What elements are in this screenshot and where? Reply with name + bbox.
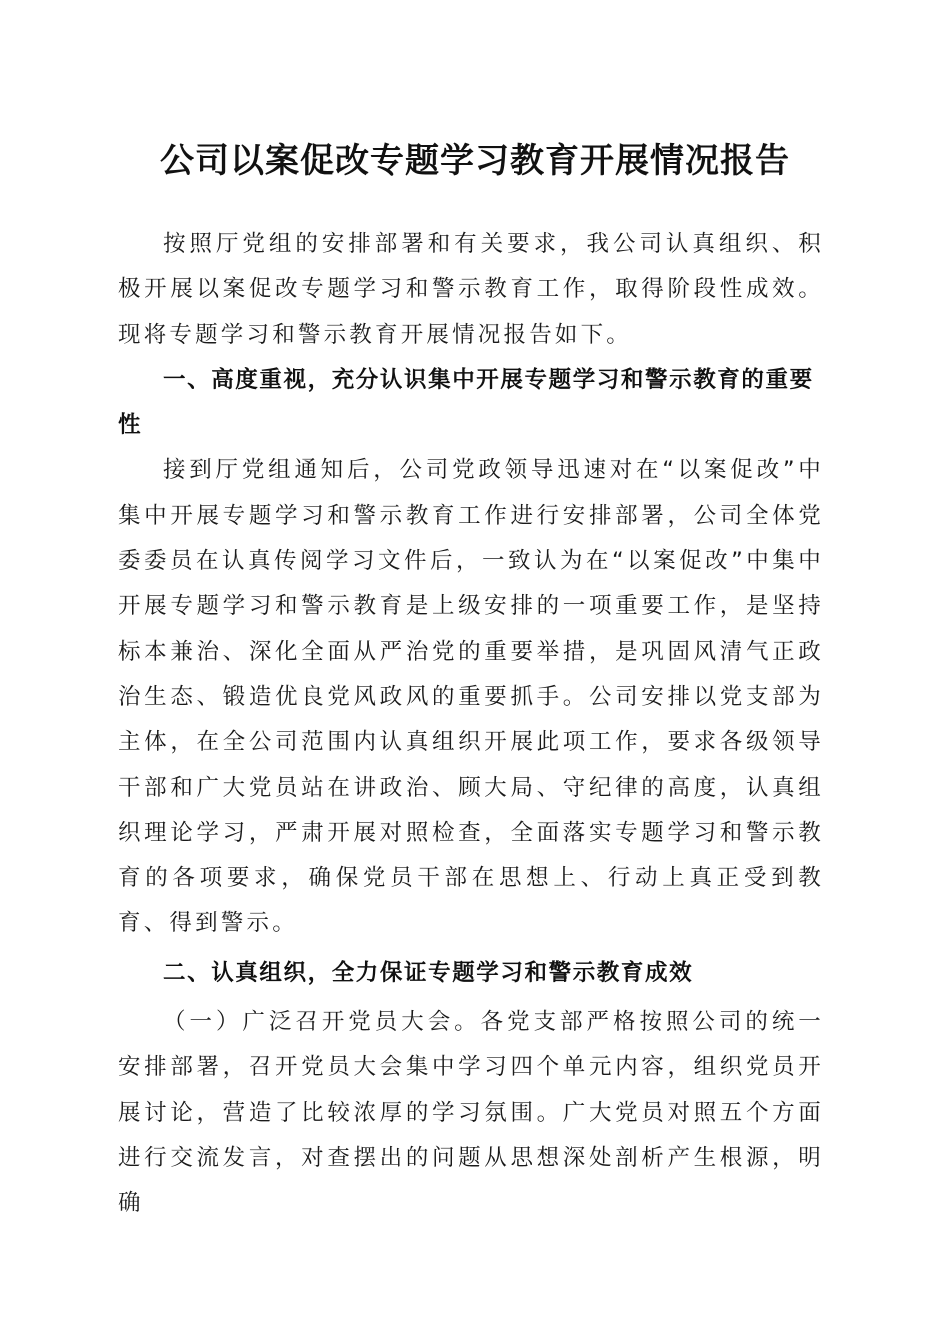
document-body (118, 222, 824, 1227)
intro-paragraph: 按照厅党组的安排部署和有关要求，我公司认真组织、积极开展以案促改专题学习和警示教育工作，取得阶段性成效。现将专题学习和警示教育开展情况报告如下。 (118, 231, 824, 348)
section-1-paragraph: 接到厅党组通知后，公司党政领导迅速对在“以案促改”中集中开展专题学习和警示教育工作进行安排部署，公司全体党委委员在认真传阅学习文件后，一致认为在“以案促改”中集中开展专题学习和警示教育是上级安排的一项重要工作，是坚持标本兼治、深化全面从严治党的重要举措，是巩固风清气正政治生态、锻造优良党风政风的重要抓手。公司安排以党支部为主体，在全公司范围内认真组织开展此项工作，要求各级领导干部和广大党员站在讲政治、顾大局、守纪律的高度，认真组织理论学习，严肃开展对照检查，全面落实专题学习和警示教育的各项要求，确保党员干部在思想上、行动上真正受到教育、得到警示。 (118, 457, 824, 937)
section-2-item-1 (118, 1000, 824, 1226)
item-1-label: （一）广泛召开党员大会。 (163, 1009, 481, 1036)
item-1-text: 各党支部严格按照公司的统一安排部署，召开党员大会集中学习四个单元内容，组织党员开展讨论，营造了比较浓厚的学习氛围。广大党员对照五个方面进行交流发言，对查摆出的问题从思想深处剖析产生根源，明确 (118, 1009, 824, 1217)
section-1-heading: 一、高度重视，充分认识集中开展专题学习和警示教育的重要性 (118, 366, 814, 439)
section-2-heading: 二、认真组织，全力保证专题学习和警示教育成效 (163, 959, 694, 986)
document-title: 公司以案促改专题学习教育开展情况报告 (160, 141, 790, 181)
